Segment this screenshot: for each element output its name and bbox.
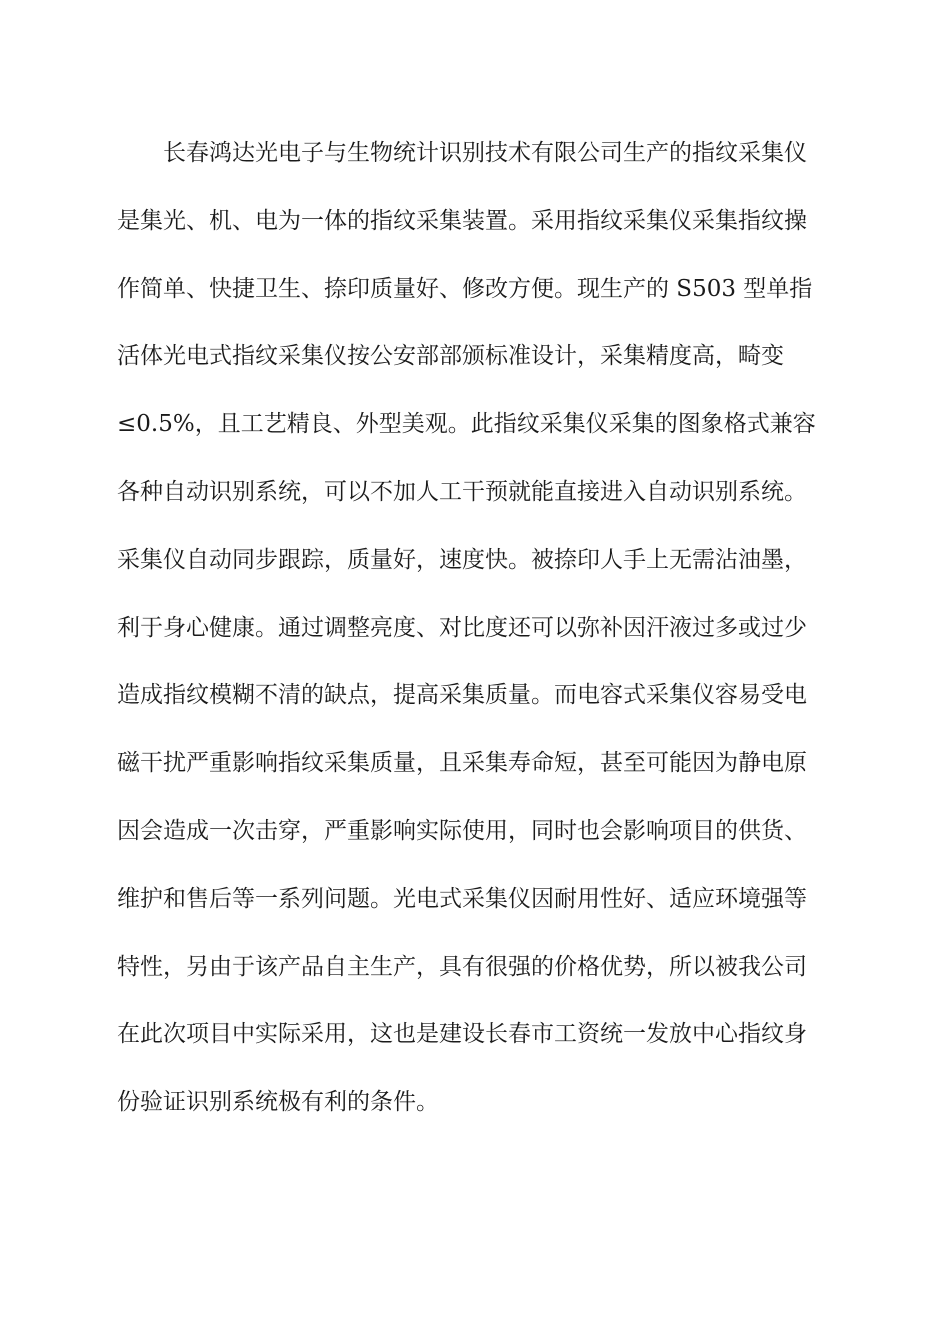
paragraph-line: 长春鸿达光电子与生物统计识别技术有限公司生产的指纹采集仪 — [163, 140, 807, 166]
paragraph-line: 份验证识别系统极有利的条件。 — [117, 1089, 439, 1116]
paragraph-line: 因会造成一次击穿，严重影响实际使用，同时也会影响项目的供货、 — [117, 817, 807, 844]
paragraph-line: 利于身心健康。通过调整亮度、对比度还可以弥补因汗液过多或过少 — [117, 614, 807, 641]
paragraph-line: 磁干扰严重影响指纹采集质量，且采集寿命短，甚至可能因为静电原 — [117, 750, 807, 777]
paragraph-line: 维护和售后等一系列问题。光电式采集仪因耐用性好、适应环境强等 — [117, 885, 807, 912]
paragraph-line: 作简单、快捷卫生、捺印质量好、修改方便。现生产的 S503 型单指 — [117, 275, 813, 302]
paragraph-line: 在此次项目中实际采用，这也是建设长春市工资统一发放中心指纹身 — [117, 1021, 807, 1048]
paragraph-line: 采集仪自动同步跟踪，质量好，速度快。被捺印人手上无需沾油墨， — [117, 546, 807, 573]
paragraph-line: 各种自动识别系统，可以不加人工干预就能直接进入自动识别系统。 — [117, 478, 807, 505]
paragraph-line: 特性，另由于该产品自主生产，具有很强的价格优势，所以被我公司 — [117, 953, 807, 980]
paragraph-line: 造成指纹模糊不清的缺点，提高采集质量。而电容式采集仪容易受电 — [117, 682, 807, 709]
paragraph-line: 活体光电式指纹采集仪按公安部部颁标准设计，采集精度高，畸变 — [117, 343, 784, 370]
body-paragraph — [117, 128, 837, 1145]
paragraph-line: 是集光、机、电为一体的指纹采集装置。采用指纹采集仪采集指纹操 — [117, 207, 807, 234]
paragraph-line: ≤0.5%，且工艺精良、外型美观。此指纹采集仪采集的图象格式兼容 — [117, 411, 816, 438]
